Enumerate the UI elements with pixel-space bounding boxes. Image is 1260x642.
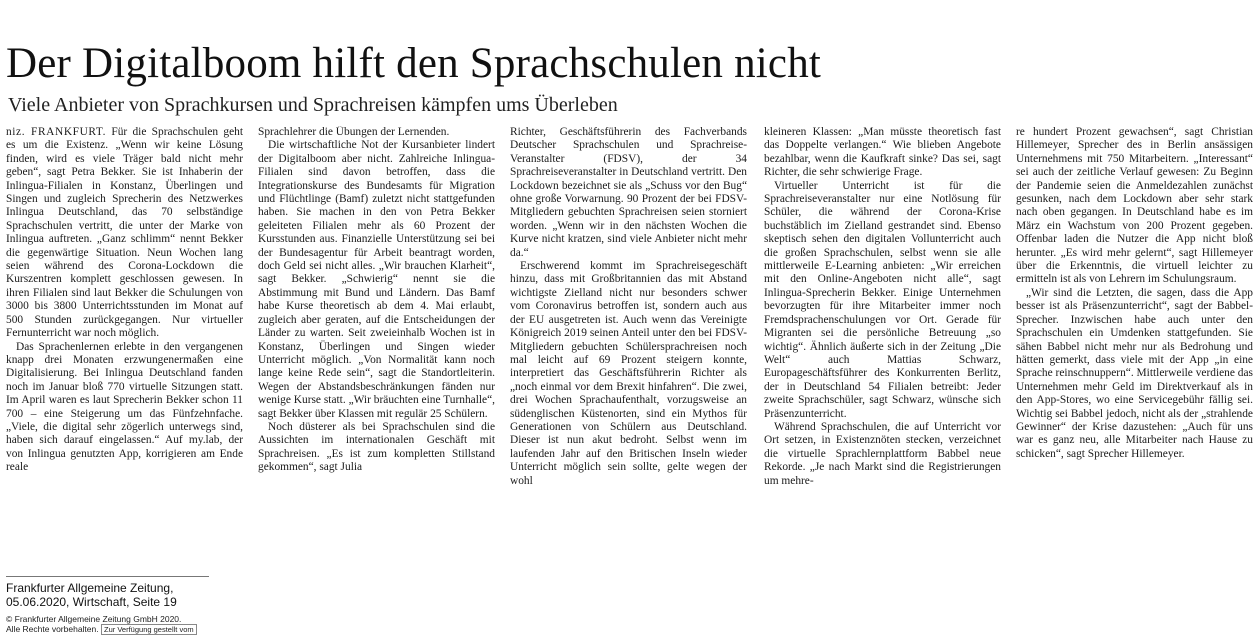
copyright-rights: Alle Rechte vorbehalten. — [6, 624, 99, 634]
paragraph: Virtueller Unterricht ist für die Sprachreiseveranstalter nur eine Notlösung für Schüler, die während der Corona-Krise buchstäblich im Zielland gestrandet sind. Ebenso skeptisch sehen den digitalen Vollunterricht auch die großen Sprachschulen, selbst wenn sie alle mittlerweile E-Learning anbieten: „Wir erreichen mit den Online-Angeboten nicht alle“, sagt Inlingua-Sprecherin Bekker. Einige Unternehmen bevorzugten für ihre Mitarbeiter immer noch Fremdsprachenschulungen vor Ort. Gerade für Migranten sei die persönliche Betreuung „so wichtig“. Ähnlich äußerte sich in der Zeitung „Die Welt“ auch Mattias Schwarz, Europageschäftsführer des Konkurrenten Berlitz, der in Deutschland 54 Filialen betreibt: Jeder zweite Sprachschüler, sagt Schwarz, wünsche sich Präsenzunterricht. — [764, 179, 1001, 420]
article-column-5 — [1016, 126, 1253, 572]
copyright-line-1: © Frankfurter Allgemeine Zeitung GmbH 2020. — [6, 614, 182, 624]
dateline: niz. FRANKFURT. — [6, 126, 107, 138]
paragraph-text: Für die Sprachschulen geht es um die Existenz. „Wenn wir keine Lösung finden, wird es viele Träger bald nicht mehr geben“, sagt Petra Bekker. Sie ist Inhaberin der Inlingua-Filialen in Konstanz, Überlingen und Singen und zugleich Sprecherin des Netzwerkes Inlingua Deutschland, das 70 selbständige Sprachschulen vertritt, die unter der Marke von Inlingua auftreten. „Ganz schlimm“ nennt Bekker die gegenwärtige Situation. Neun Wochen lang seien während des Corona-Lockdown die Kurszentren komplett geschlossen gewesen. In ihren Filialen sind laut Bekker die Schulungen von 3000 bis 3800 Unterrichtsstunden im Monat auf 500 Stunden zurückgegangen. Nur virtueller Fernunterricht war noch möglich. — [6, 126, 243, 340]
copyright-line-2 — [6, 624, 197, 635]
paragraph: Erschwerend kommt im Sprachreisegeschäft hinzu, dass mit Großbritannien das mit Abstand wichtigste Zielland nicht nur besonders schwer vom Coronavirus betroffen ist, sondern auch aus der EU ausgetreten ist. Auch wenn das Vereinigte Königreich 2019 seinen Anteil unter den bei FDSV-Mitgliedern gebuchten Schülersprachreisen noch mal leicht auf 69 Prozent steigern konnte, interpretiert das Geschäftsführerin Richter als „noch einmal vor dem Brexit hinfahren“. Die zwei, drei Wochen Sprachaufenthalt, vorzugsweise an südenglischen Küstenorten, sind ein Mythos für Generationen von Schülern aus Deutschland. Dieser ist nun akut bedroht. Selbst wenn im laufenden Jahr auf den Britischen Inseln wieder Unterricht möglich sein sollte, gelte wegen der wohl — [510, 260, 747, 487]
paragraph: Richter, Geschäftsführerin des Fachverbands Deutscher Sprachschulen und Sprachreise-Veranstalter (FDSV), der 34 Sprachreiseveranstalter in Deutschland vertritt. Den Lockdown bezeichnet sie als „Schuss vor den Bug“ ohne große Vorwarnung. 90 Prozent der bei FDSV-Mitgliedern gebuchten Sprachreisen seien storniert worden. „Wenn wir in den nächsten Wochen die Kurve nicht kratzen, sind viele Anbieter nicht mehr da.“ — [510, 126, 747, 259]
paragraph: Die wirtschaftliche Not der Kursanbieter lindert der Digitalboom aber nicht. Zahlreiche Inlingua-Filialen sind davon betroffen, dass die Integrationskurse des Bundesamts für Migration und Flüchtlinge (Bamf) zuletzt nicht stattgefunden haben. Sie machen in den von Petra Bekker geleiteten Filialen mehr als 60 Prozent der Kursstunden aus. Finanzielle Unterstützung sei bei der Bundesagentur für Arbeit beantragt worden, doch Geld sei nicht alles. „Wir brauchen Klarheit“, sagt Bekker. „Schwierig“ nennt sie die Abstimmung mit Bund und Ländern. Das Bamf habe Kurse theoretisch ab dem 4. Mai erlaubt, zugleich aber geraten, auf die Entscheidungen der Länder zu warten. Seit zweieinhalb Wochen ist in Konstanz, Überlingen und Singen wieder Unterricht möglich. „Von Normalität kann noch lange keine Rede sein“, sagt die Standortleiterin. Wegen der Abstandsbeschränkungen fänden nur wenige Kurse statt. „Wir bräuchten eine Turnhalle“, sagt Bekker über Klassen mit regulär 25 Schülern. — [258, 139, 495, 420]
paragraph: re hundert Prozent gewachsen“, sagt Christian Hillemeyer, Sprecher des in Berlin ansässigen Unternehmens mit 750 Mitarbeitern. „Interessant“ sei auch der zeitliche Verlauf gewesen: Zu Beginn der Pandemie seien die Anmeldezahlen zunächst gesunken, nach dem Lockdown aber sehr stark nach oben gegangen. In Deutschland habe es im März ein Wachstum von 200 Prozent gegeben. Offenbar laden die Nutzer die App nicht bloß herunter. „Es wird mehr gelernt“, sagt Hillemeyer über die Erkenntnis, die virtuell leichter zu ermitteln ist als von Lehrern im Schulungsraum. — [1016, 126, 1253, 286]
article-column-3 — [510, 126, 747, 572]
copyright-notice — [6, 614, 197, 635]
source-line-2: 05.06.2020, Wirtschaft, Seite 19 — [6, 595, 177, 609]
paragraph — [6, 126, 243, 341]
headline: Der Digitalboom hilft den Sprachschulen nicht — [6, 40, 822, 87]
source-line-1: Frankfurter Allgemeine Zeitung, — [6, 581, 174, 595]
article-column-4 — [764, 126, 1001, 572]
archive-stamp: Zur Verfügung gestellt vom — [101, 624, 197, 635]
article-column-2 — [258, 126, 495, 572]
article-column-1 — [6, 126, 243, 572]
paragraph: Sprachlehrer die Übungen der Lernenden. — [258, 126, 450, 138]
paragraph: Noch düsterer als bei Sprachschulen sind die Aussichten im internationalen Geschäft mit Sprachreisen. „Es ist zum kompletten Stillstand gekommen“, sagt Julia — [258, 420, 495, 474]
paragraph: kleineren Klassen: „Man müsste theoretisch fast das Doppelte verlangen.“ Wie blieben Angebote bezahlbar, wenn die Kaufkraft sinke? Das sei, sagt Richter, die sehr schwierige Frage. — [764, 126, 1001, 179]
source-divider — [6, 576, 209, 577]
subheadline: Viele Anbieter von Sprachkursen und Sprachreisen kämpfen ums Überleben — [8, 94, 618, 116]
source-citation — [6, 581, 177, 609]
paragraph: Während Sprachschulen, die auf Unterricht vor Ort setzen, in Existenznöten stecken, verzeichnet die virtuelle Sprachlernplattform Babbel neue Rekorde. „Je nach Markt sind die Registrierungen um mehre- — [764, 420, 1001, 487]
paragraph: „Wir sind die Letzten, die sagen, dass die App besser ist als Präsenzunterricht“, sagt der Babbel-Sprecher. Inzwischen habe auch unter den Sprachschulen ein Umdenken stattgefunden. Sie sähen Babbel nicht mehr nur als Bedrohung und hätten gemerkt, dass viele mit der App „in eine Sprache reinschnuppern“. Mittlerweile verdiene das Unternehmen mehr Geld im Direktverkauf als in den App-Stores, wo eine Servicegebühr fällig sei. Wichtig sei Babbel jedoch, nicht als der „strahlende Gewinner“ der Krise dazustehen: „Auch für uns war es ganz neu, alle Mitarbeiter nach Hause zu schicken“, sagt Sprecher Hillemeyer. — [1016, 286, 1253, 460]
paragraph: Das Sprachenlernen erlebte in den vergangenen knapp drei Monaten erzwungenermaßen eine Digitalisierung. Bei Inlingua Deutschland fanden noch im Januar bloß 770 virtuelle Sitzungen statt. Im April waren es laut Sprecherin Bekker schon 11 700 – eine Steigerung um das Fünfzehnfache. „Viele, die digital sehr zögerlich unterwegs sind, haben sich darauf eingelassen.“ Auf my.lab, der von Inlingua genutzten App, korrigieren am Ende reale — [6, 340, 243, 474]
